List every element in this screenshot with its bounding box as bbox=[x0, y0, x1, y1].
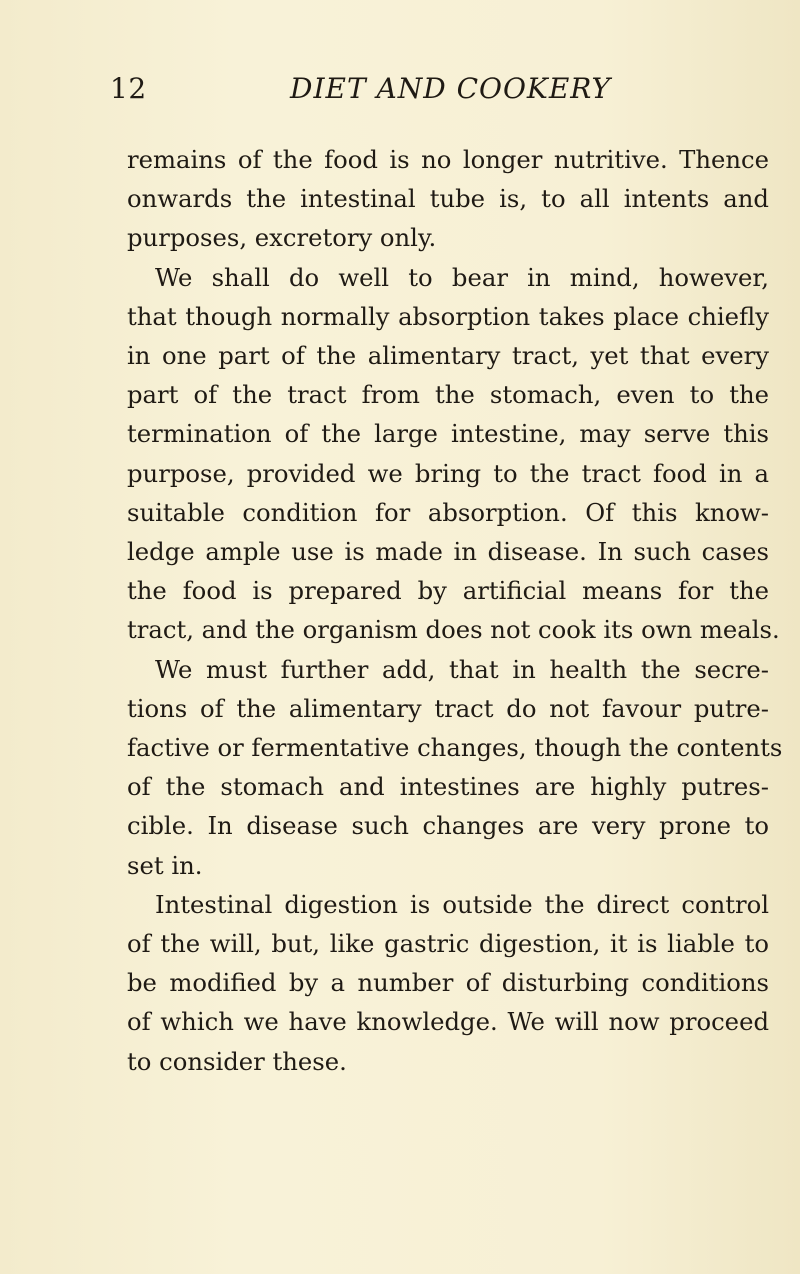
text-line: termination of the large intestine, may serve this bbox=[127, 419, 769, 449]
text-line: purpose, provided we bring to the tract food in a bbox=[127, 458, 769, 488]
page-number: 12 bbox=[110, 72, 147, 105]
paragraph bbox=[127, 140, 769, 258]
paragraph bbox=[127, 258, 780, 650]
paragraph bbox=[127, 650, 783, 885]
paragraph bbox=[127, 885, 769, 1081]
text-line: We shall do well to bear in mind, however, bbox=[155, 262, 769, 292]
text-line: set in. bbox=[127, 850, 203, 880]
text-line: suitable condition for absorption. Of this know- bbox=[127, 497, 769, 527]
text-line: onwards the intestinal tube is, to all intents and bbox=[127, 184, 769, 214]
running-title: DIET AND COOKERY bbox=[290, 72, 611, 105]
text-line: We must further add, that in health the secre- bbox=[155, 654, 769, 684]
text-line: remains of the food is no longer nutritive. Thence bbox=[127, 145, 769, 174]
page-header bbox=[0, 74, 800, 118]
text-line: to consider these. bbox=[127, 1046, 347, 1076]
text-line: tract, and the organism does not cook its own meals. bbox=[127, 615, 780, 645]
text-line: of the will, but, like gastric digestion, it is liable to bbox=[127, 929, 769, 959]
text-line: that though normally absorption takes place chiefly bbox=[127, 301, 769, 331]
text-line: purposes, excretory only. bbox=[127, 223, 437, 253]
text-line: the food is prepared by artificial means for the bbox=[127, 576, 769, 606]
text-line: be modified by a number of disturbing conditions bbox=[127, 968, 769, 998]
text-line: of which we have knowledge. We will now proceed bbox=[127, 1007, 769, 1037]
text-line: in one part of the alimentary tract, yet that every bbox=[127, 341, 769, 371]
text-line: factive or fermentative changes, though the contents bbox=[127, 733, 783, 763]
text-line: of the stomach and intestines are highly putres- bbox=[127, 772, 769, 802]
body-text bbox=[127, 140, 783, 1081]
text-line: cible. In disease such changes are very prone to bbox=[127, 811, 769, 841]
text-line: tions of the alimentary tract do not favour putre- bbox=[127, 693, 769, 723]
text-line: part of the tract from the stomach, even to the bbox=[127, 380, 769, 410]
text-line: Intestinal digestion is outside the direct control bbox=[155, 889, 769, 919]
text-line: ledge ample use is made in disease. In such cases bbox=[127, 537, 769, 567]
